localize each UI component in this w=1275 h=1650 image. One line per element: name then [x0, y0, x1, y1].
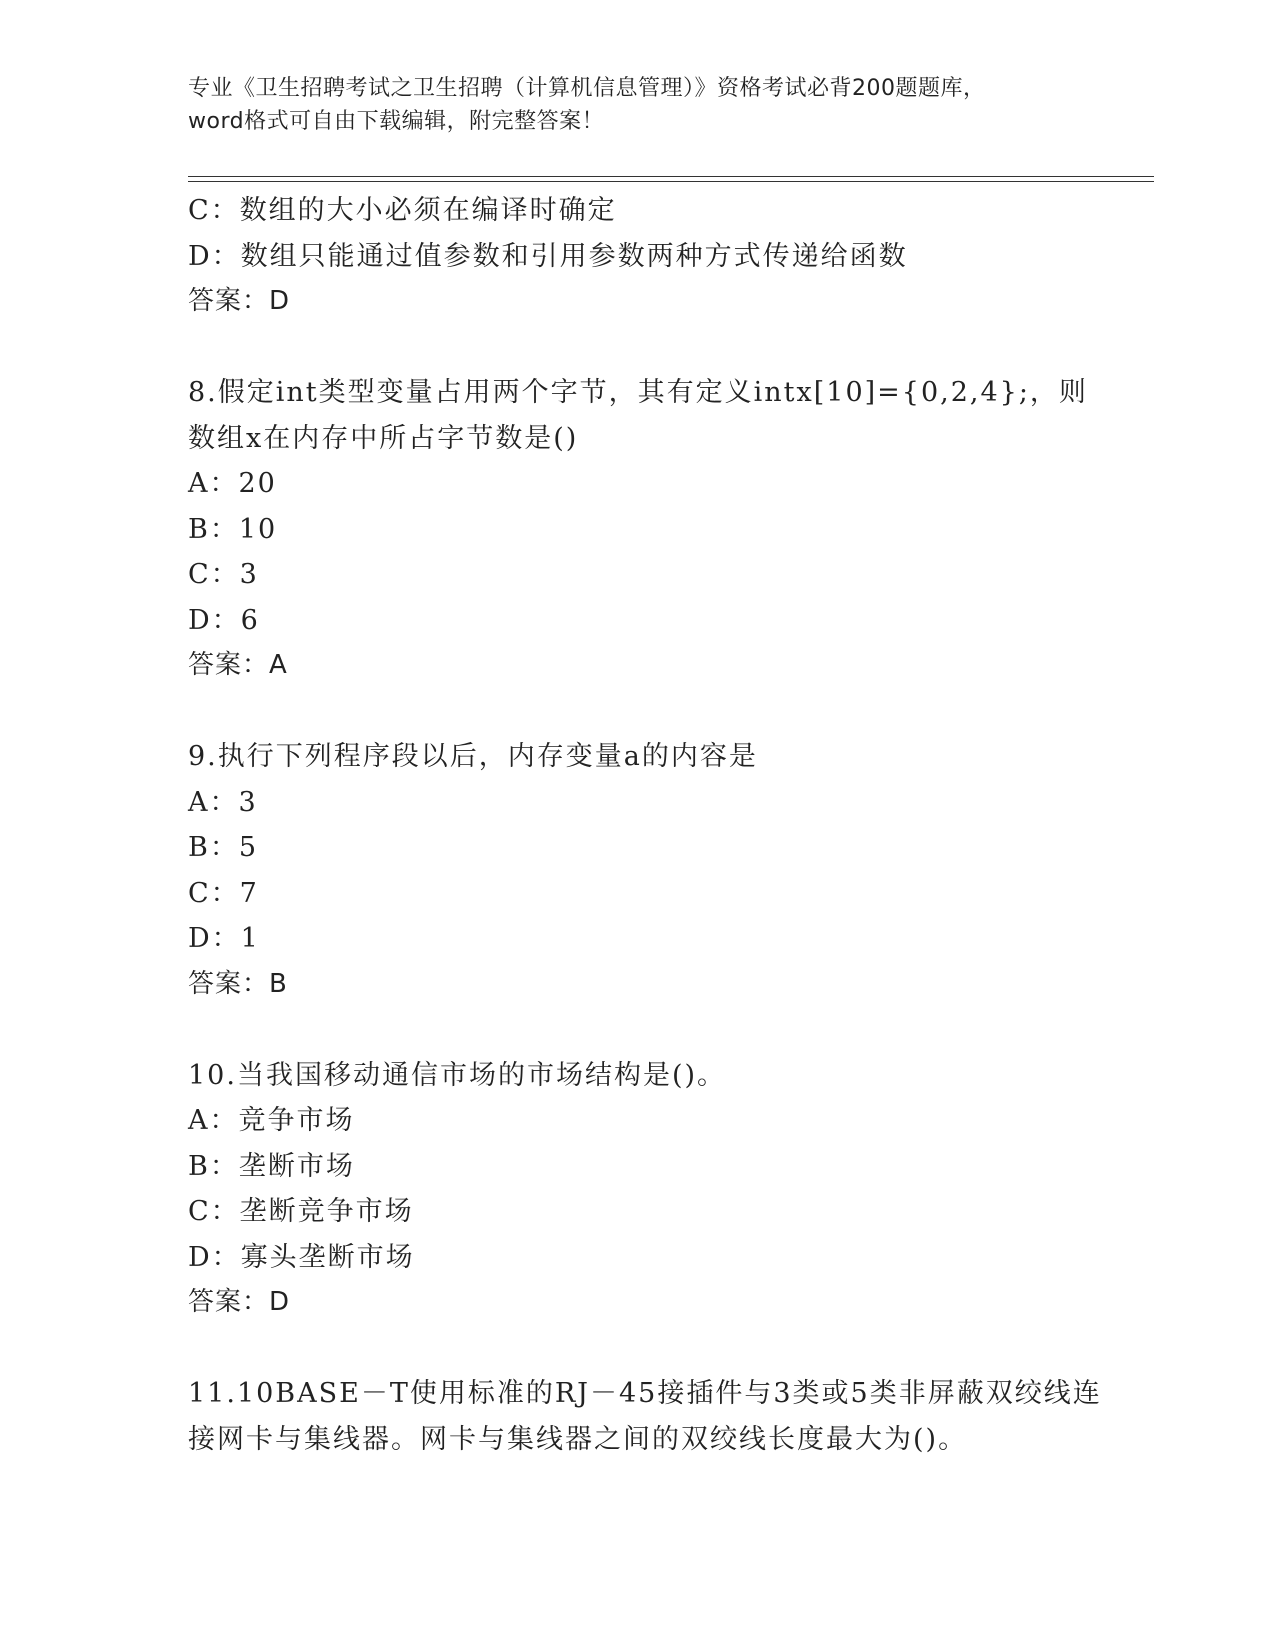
- question-stem: 9.执行下列程序段以后，内存变量a的内容是: [188, 741, 758, 772]
- answer: 答案：B: [188, 968, 288, 999]
- answer: 答案：A: [188, 650, 288, 680]
- question-stem-continued: 接网卡与集线器。网卡与集线器之间的双绞线长度最大为()。: [188, 1423, 968, 1455]
- question-stem: 11.10BASE－T使用标准的RJ－45接插件与3类或5类非屏蔽双绞线连: [188, 1378, 1102, 1409]
- option-c: C：3: [188, 559, 259, 590]
- option-d: D：6: [188, 604, 260, 636]
- spacer: [188, 689, 1088, 735]
- option-b: B：垄断市场: [188, 1150, 355, 1182]
- header-line-2: word格式可自由下载编辑，附完整答案！: [188, 109, 605, 134]
- question-stem: 8.假定int类型变量占用两个字节，其有定义intx[10]={0,2,4};，则: [188, 377, 1088, 408]
- option-b: B：5: [188, 832, 259, 863]
- question-10: [188, 1053, 1088, 1326]
- spacer: [188, 325, 1088, 371]
- option-b: B：10: [188, 513, 278, 545]
- question-stem-continued: 数组x在内存中所占字节数是(): [188, 422, 579, 454]
- spacer: [188, 1007, 1088, 1053]
- option-d: D：寡头垄断市场: [188, 1241, 415, 1273]
- option-c: C：垄断竞争市场: [188, 1196, 414, 1227]
- answer: 答案：D: [188, 286, 291, 316]
- header-line-1: 专业《卫生招聘考试之卫生招聘（计算机信息管理）》资格考试必背200题题库，: [188, 76, 986, 101]
- option-a: A：20: [188, 468, 277, 499]
- option-d: D：1: [188, 923, 260, 954]
- option-d: D：数组只能通过值参数和引用参数两种方式传递给函数: [188, 240, 908, 272]
- spacer: [188, 1326, 1088, 1372]
- question-11: [188, 1371, 1102, 1462]
- option-c: C：数组的大小必须在编译时确定: [188, 195, 617, 226]
- header-divider-bottom: [188, 181, 1154, 182]
- question-9: [188, 734, 1088, 1007]
- question-stem: 10.当我国移动通信市场的市场结构是()。: [188, 1059, 727, 1091]
- option-a: A：竞争市场: [188, 1105, 355, 1136]
- document-header: [188, 72, 1088, 138]
- option-a: A：3: [188, 786, 258, 818]
- question-list: [188, 188, 1102, 1462]
- answer: 答案：D: [188, 1287, 291, 1317]
- header-divider-top: [188, 176, 1154, 177]
- question-8: [188, 370, 1088, 689]
- question-7: [188, 188, 1088, 325]
- option-c: C：7: [188, 877, 259, 909]
